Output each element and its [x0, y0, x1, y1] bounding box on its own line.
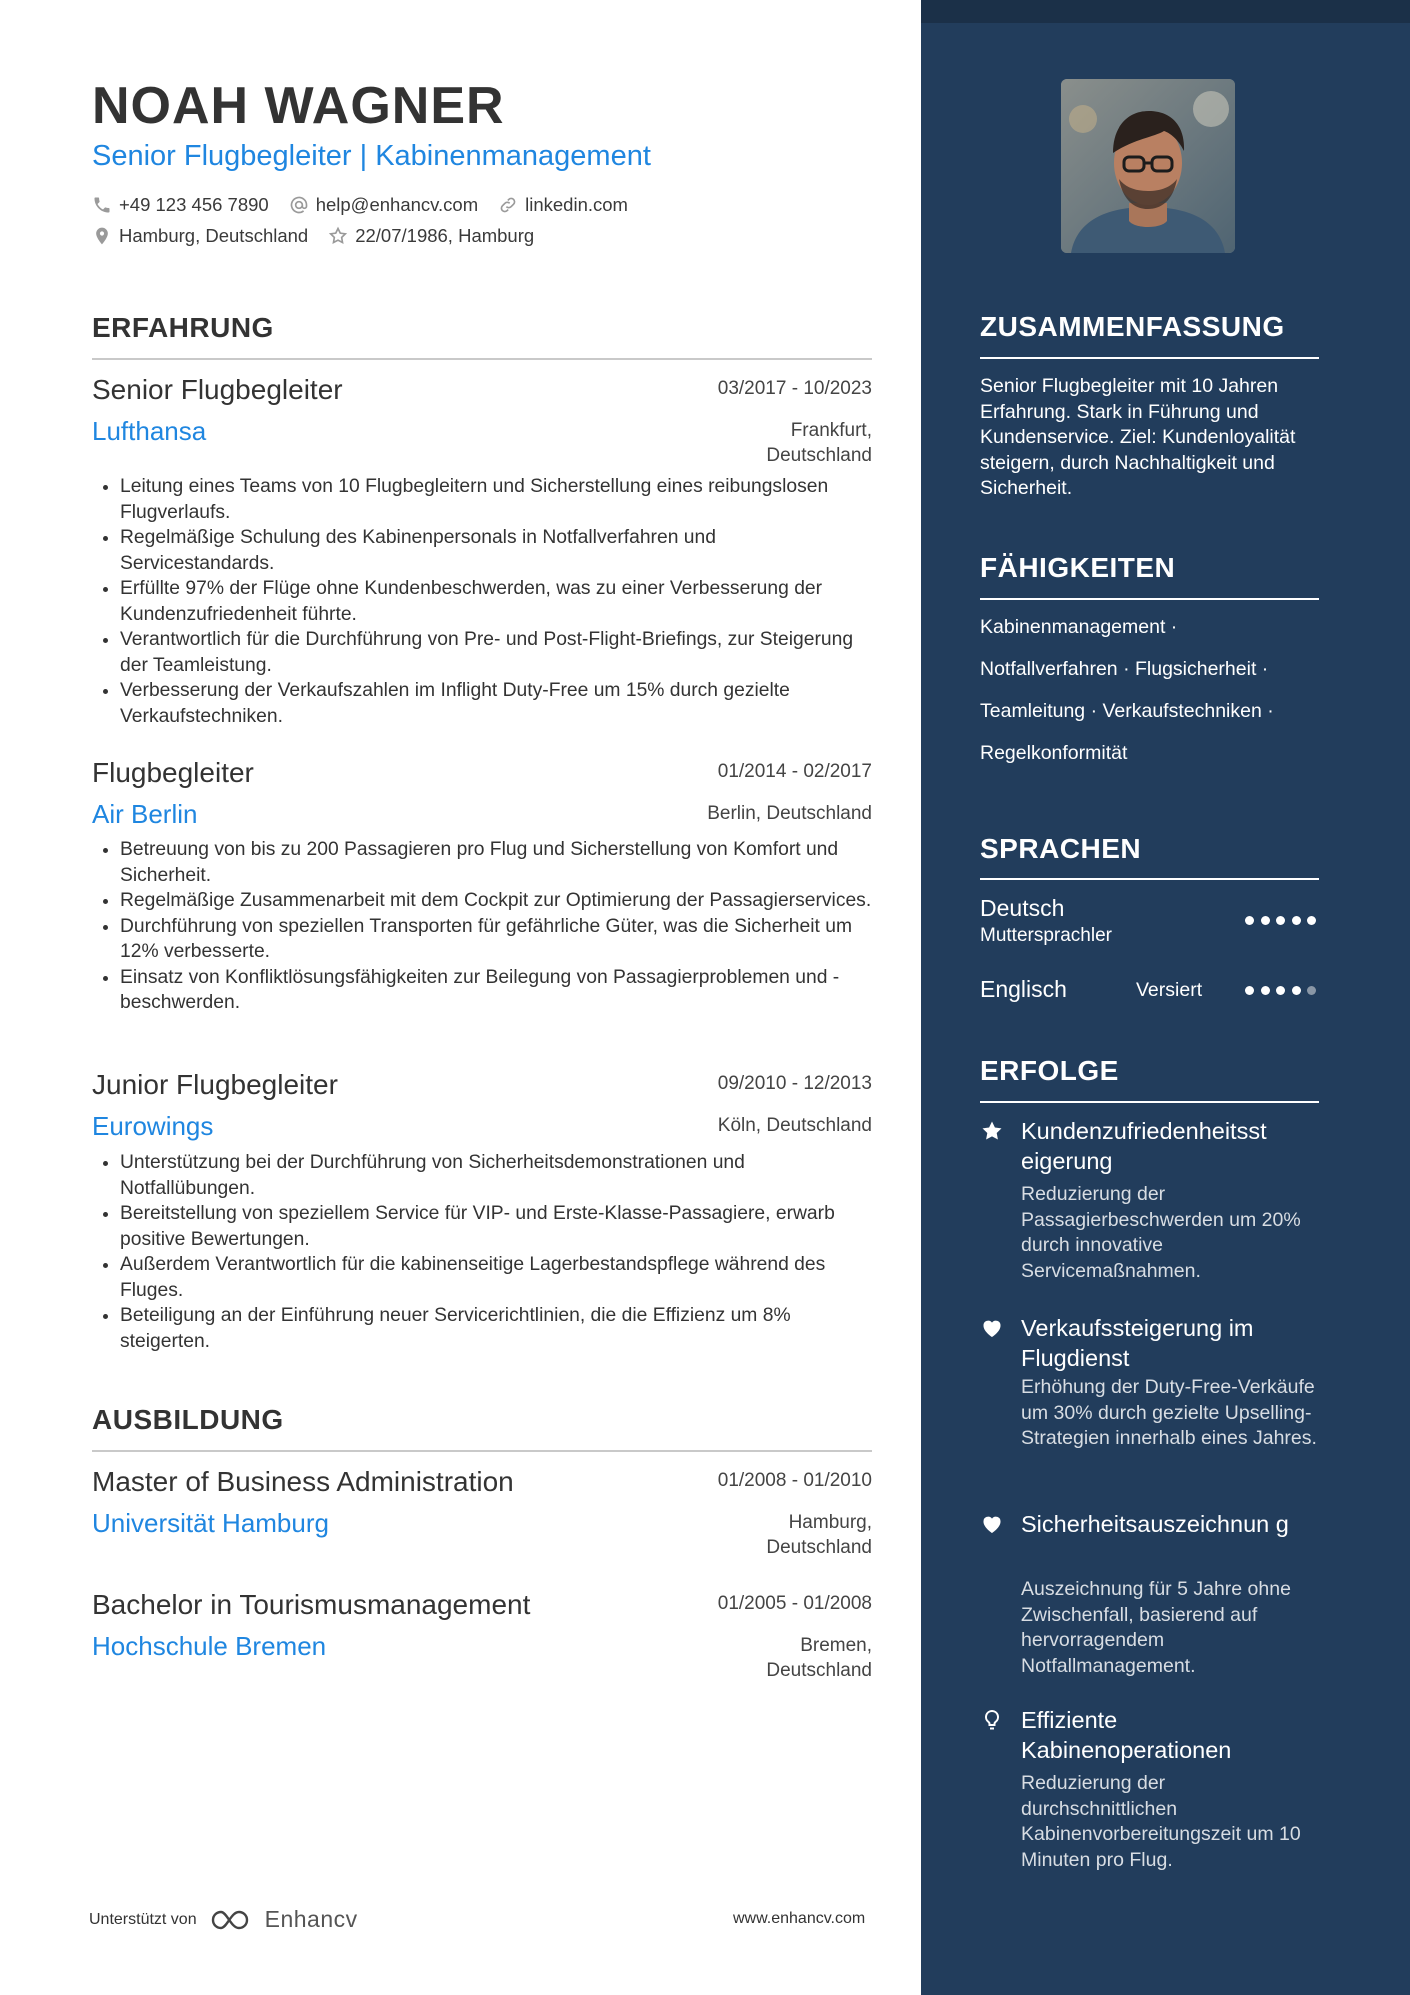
experience-entry-3 — [92, 1069, 872, 1369]
skill-line: Kabinenmanagement · — [980, 616, 1178, 638]
location-pin-icon — [92, 226, 112, 246]
bullet: • Einsatz von Konfliktlösungsfähigkeiten zur Beilegung von Passagierproblemen und -beschwerden. — [120, 965, 872, 1016]
star-icon — [980, 1119, 1004, 1143]
languages-divider — [980, 878, 1319, 880]
portrait-image — [1061, 79, 1235, 253]
bullet: • Unterstützung bei der Durchführung von Sicherheitsdemonstrationen und Notfallübungen. — [120, 1150, 872, 1201]
rating-dot-filled — [1245, 986, 1254, 995]
sidebar-top-strip — [921, 0, 1410, 23]
experience-entry-1 — [92, 374, 872, 734]
birth-text: 22/07/1986, Hamburg — [355, 225, 535, 246]
linkedin-text: linkedin.com — [525, 194, 628, 215]
bullet: • Außerdem Verantwortlich für die kabinenseitige Lagerbestandspflege während des Fluges. — [120, 1252, 872, 1303]
heart-icon — [980, 1316, 1004, 1340]
achievements-divider — [980, 1101, 1319, 1103]
job-bullets — [92, 837, 872, 1016]
star-outline-icon — [328, 226, 348, 246]
contact-location — [92, 225, 308, 247]
bullet: • Verbesserung der Verkaufszahlen im Inflight Duty-Free um 15% durch gezielte Verkaufstechniken. — [120, 678, 872, 729]
footer-url[interactable]: www.enhancv.com — [733, 1910, 866, 1927]
link-icon — [498, 195, 518, 215]
bullet: • Betreuung von bis zu 200 Passagieren pro Flug und Sicherstellung von Komfort und Sicherheit. — [120, 837, 872, 888]
job-dates: 01/2014 - 02/2017 — [717, 761, 872, 782]
bullet: • Bereitstellung von speziellem Service für VIP- und Erste-Klasse-Passagiere, erwarb positive Bewertungen. — [120, 1201, 872, 1252]
heart-icon — [980, 1512, 1004, 1536]
language-level: Muttersprachler — [980, 925, 1112, 946]
skill-line: Notfallverfahren · Flugsicherheit · — [980, 658, 1269, 680]
contact-birth — [328, 225, 534, 247]
bullet: • Verantwortlich für die Durchführung von Pre- und Post-Flight-Briefings, zur Steigerung der Teamleistung. — [120, 627, 872, 678]
job-bullets — [92, 474, 872, 729]
job-dates: 03/2017 - 10/2023 — [717, 378, 872, 399]
achievement-item — [980, 1705, 1320, 1885]
skills-divider — [980, 598, 1319, 600]
bullet: • Durchführung von speziellen Transporten für gefährliche Güter, was die Sicherheit um 12% verbesserte. — [120, 914, 872, 965]
footer-powered-by — [89, 1906, 358, 1933]
email-text: help@enhancv.com — [315, 194, 479, 215]
headline: Senior Flugbegleiter | Kabinenmanagement — [92, 140, 651, 172]
school-name[interactable]: Universität Hamburg — [92, 1508, 329, 1538]
achievement-desc: Auszeichnung für 5 Jahre ohne Zwischenfall, basierend auf hervorragendem Notfallmanagement. — [1021, 1578, 1291, 1677]
achievement-title: Kundenzufriedenheitsst eigerung — [1021, 1118, 1267, 1174]
achievement-title: Verkaufssteigerung im Flugdienst — [1021, 1315, 1254, 1371]
achievement-desc: Erhöhung der Duty-Free-Verkäufe um 30% durch gezielte Upselling-Strategien innerhalb eines Jahres. — [1021, 1376, 1317, 1449]
summary-divider — [980, 357, 1319, 359]
education-heading: AUSBILDUNG — [92, 1404, 284, 1435]
profile-photo — [1061, 79, 1235, 253]
rating-dot-empty — [1307, 986, 1316, 995]
achievements-heading: ERFOLGE — [980, 1055, 1119, 1086]
achievement-item — [980, 1313, 1320, 1493]
rating-dot-filled — [1261, 986, 1270, 995]
education-section — [92, 1404, 872, 1452]
school-name[interactable]: Hochschule Bremen — [92, 1631, 327, 1661]
at-icon — [289, 195, 309, 215]
contact-row-1 — [92, 194, 648, 216]
achievement-desc: Reduzierung der Passagierbeschwerden um 20% durch innovative Servicemaßnahmen. — [1021, 1183, 1301, 1282]
education-entry-2 — [92, 1589, 872, 1699]
company-name[interactable]: Eurowings — [92, 1111, 214, 1141]
rating-dot-filled — [1292, 916, 1301, 925]
job-location: Köln, Deutschland — [717, 1115, 872, 1136]
rating-dot-filled — [1307, 916, 1316, 925]
job-title: Junior Flugbegleiter — [92, 1069, 338, 1100]
achievement-title: Effiziente Kabinenoperationen — [1021, 1707, 1232, 1763]
company-name[interactable]: Air Berlin — [92, 799, 198, 829]
rating-dot-filled — [1276, 986, 1285, 995]
job-title: Senior Flugbegleiter — [92, 374, 343, 405]
degree-title: Master of Business Administration — [92, 1466, 514, 1497]
education-location: Bremen, Deutschland — [766, 1635, 872, 1681]
sidebar — [921, 0, 1410, 1995]
contact-phone[interactable] — [92, 194, 269, 216]
location-text: Hamburg, Deutschland — [119, 225, 309, 246]
degree-title: Bachelor in Tourismusmanagement — [92, 1589, 531, 1620]
bullet: • Regelmäßige Schulung des Kabinenpersonals in Notfallverfahren und Servicestandards. — [120, 525, 872, 576]
company-name[interactable]: Lufthansa — [92, 416, 207, 446]
summary-text: Senior Flugbegleiter mit 10 Jahren Erfahrung. Stark in Führung und Kundenservice. Ziel: Kundenloyalität steigern, durch Nachhaltigkeit und Sicherheit. — [980, 375, 1296, 499]
powered-by-text: Unterstützt von — [89, 1910, 197, 1928]
contact-linkedin[interactable] — [498, 194, 628, 216]
education-location: Hamburg, Deutschland — [766, 1512, 872, 1558]
experience-heading: ERFAHRUNG — [92, 312, 274, 343]
skill-line: Regelkonformität — [980, 742, 1128, 764]
experience-section — [92, 312, 872, 360]
education-divider — [92, 1450, 872, 1452]
skills-heading: FÄHIGKEITEN — [980, 552, 1176, 583]
enhancv-logo[interactable] — [209, 1906, 358, 1933]
rating-dot-filled — [1245, 916, 1254, 925]
bullet: • Leitung eines Teams von 10 Flugbegleitern und Sicherstellung eines reibungslosen Flugverlaufs. — [120, 474, 872, 525]
education-dates: 01/2005 - 01/2008 — [717, 1593, 872, 1614]
phone-text: +49 123 456 7890 — [119, 194, 269, 215]
bullet: • Regelmäßige Zusammenarbeit mit dem Cockpit zur Optimierung der Passagierservices. — [120, 888, 872, 914]
contact-row-2 — [92, 225, 554, 247]
language-rating — [1245, 916, 1323, 925]
education-dates: 01/2008 - 01/2010 — [717, 1470, 872, 1491]
job-title: Flugbegleiter — [92, 757, 254, 788]
achievement-item — [980, 1509, 1320, 1689]
experience-divider — [92, 358, 872, 360]
enhancv-logo-icon — [209, 1907, 257, 1933]
skill-line: Teamleitung · Verkaufstechniken · — [980, 700, 1274, 722]
education-entry-1 — [92, 1466, 872, 1576]
job-bullets — [92, 1150, 872, 1354]
achievement-item — [980, 1116, 1320, 1296]
job-location: Berlin, Deutschland — [707, 803, 872, 824]
contact-email[interactable] — [289, 194, 478, 216]
bullet: • Erfüllte 97% der Flüge ohne Kundenbeschwerden, was zu einer Verbesserung der Kundenzufriedenheit führte. — [120, 576, 872, 627]
language-name: Englisch — [980, 976, 1067, 1002]
language-rating — [1245, 986, 1323, 995]
language-level: Versiert — [1136, 979, 1203, 1001]
candidate-name: NOAH WAGNER — [92, 77, 505, 135]
phone-icon — [92, 195, 112, 215]
languages-heading: SPRACHEN — [980, 833, 1142, 864]
achievement-desc: Reduzierung der durchschnittlichen Kabinenvorbereitungszeit um 10 Minuten pro Flug. — [1021, 1772, 1301, 1871]
summary-heading: ZUSAMMENFASSUNG — [980, 311, 1285, 342]
language-name: Deutsch — [980, 895, 1065, 921]
brand-name: Enhancv — [264, 1906, 358, 1932]
rating-dot-filled — [1292, 986, 1301, 995]
job-dates: 09/2010 - 12/2013 — [717, 1073, 872, 1094]
experience-entry-2 — [92, 757, 872, 1057]
achievement-title: Sicherheitsauszeichnun g — [1021, 1511, 1289, 1537]
lightbulb-icon — [980, 1708, 1004, 1732]
job-location: Frankfurt, Deutschland — [766, 420, 872, 466]
rating-dot-filled — [1276, 916, 1285, 925]
rating-dot-filled — [1261, 916, 1270, 925]
bullet: • Beteiligung an der Einführung neuer Servicerichtlinien, die die Effizienz um 8% steigerten. — [120, 1303, 872, 1354]
